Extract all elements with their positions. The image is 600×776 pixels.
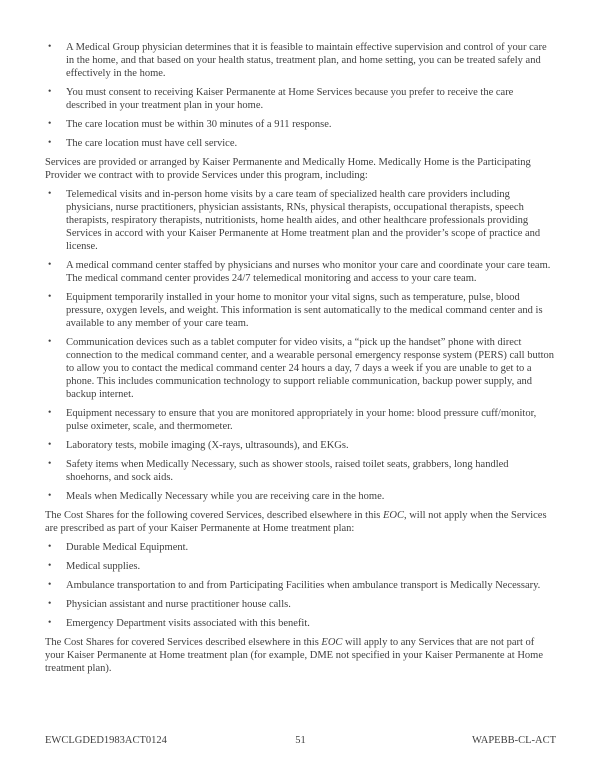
list-item [45,579,556,592]
eligibility-criteria-list [45,41,556,150]
bullet-icon: • [48,337,52,347]
list-item [45,541,556,554]
list-item [45,560,556,573]
services-provided-list [45,188,556,503]
list-item-text: Safety items when Medically Necessary, such as shower stools, raised toilet seats, grabbers, long handled shoehorns, and sock aids. [66,459,509,483]
list-item [45,336,556,401]
list-item [45,617,556,630]
bullet-icon: • [48,138,52,148]
list-item-text: Equipment necessary to ensure that you are monitored appropriately in your home: blood pressure cuff/monitor, pulse oximeter, scale, and thermometer. [66,408,537,432]
list-item-text: You must consent to receiving Kaiser Permanente at Home Services because you prefer to receive the care described in your treatment plan in your home. [66,87,514,111]
bullet-icon: • [48,459,52,469]
list-item-text: Meals when Medically Necessary while you are receiving care in the home. [66,491,385,502]
list-item-text: Ambulance transportation to and from Participating Facilities when ambulance transport is Medically Necessary. [66,580,541,591]
bullet-icon: • [48,491,52,501]
list-item [45,41,556,80]
list-item-text: Communication devices such as a tablet computer for video visits, a “pick up the handset” phone with direct connection to the medical command center, and a wearable personal emergency response system (PERS) call button to allow you to contact the medical command center 24 hours a day, 7 days a week if you are unable to get to a phone. This includes communication technology to support reliable communication, backup power supply, and backup internet. [66,337,555,400]
footer-page-number: 51 [295,735,306,746]
list-item [45,118,556,131]
list-item [45,188,556,253]
document-content [45,41,556,681]
bullet-icon: • [48,260,52,270]
paragraph-text: , will not apply when the Services are prescribed as part of your Kaiser Permanente at Home treatment plan: [45,510,547,534]
bullet-icon: • [48,599,52,609]
cost-shares-waived-paragraph [45,509,556,535]
footer-form-number: EWCLGDED1983ACT0124 [45,735,167,746]
list-item [45,407,556,433]
footer-plan-code: WAPEBB-CL-ACT [472,735,556,746]
list-item-text: Durable Medical Equipment. [66,542,189,553]
eoc-italic-term: EOC [382,510,404,521]
cost-shares-waived-list [45,541,556,630]
bullet-icon: • [48,440,52,450]
list-item [45,291,556,330]
paragraph-text: The Cost Shares for covered Services described elsewhere in this [45,637,322,648]
paragraph-text: Services are provided or arranged by Kaiser Permanente and Medically Home. Medically Home is the Participating Provider we contract with to provide Services under this program, including: [45,157,531,181]
list-item-text: Medical supplies. [66,561,141,572]
bullet-icon: • [48,119,52,129]
cost-shares-apply-paragraph [45,636,556,675]
list-item [45,490,556,503]
list-item-text: Equipment temporarily installed in your home to monitor your vital signs, such as temperature, pulse, blood pressure, oxygen levels, and weight. This information is sent automatically to the medical command center and is available to any member of your care team. [66,292,543,329]
list-item-text: Physician assistant and nurse practitioner house calls. [66,599,291,610]
list-item [45,137,556,150]
bullet-icon: • [48,561,52,571]
list-item [45,259,556,285]
bullet-icon: • [48,42,52,52]
bullet-icon: • [48,580,52,590]
list-item-text: The care location must have cell service. [66,138,238,149]
list-item-text: Laboratory tests, mobile imaging (X-rays, ultrasounds), and EKGs. [66,440,349,451]
list-item-text: The care location must be within 30 minutes of a 911 response. [66,119,332,130]
list-item [45,598,556,611]
bullet-icon: • [48,87,52,97]
bullet-icon: • [48,408,52,418]
list-item-text: A Medical Group physician determines that it is feasible to maintain effective supervision and control of your care in the home, and that based on your health status, treatment plan, and home setting, you can be treated safely and effectively in the home. [66,42,547,79]
bullet-icon: • [48,292,52,302]
list-item-text: A medical command center staffed by physicians and nurses who monitor your care and coordinate your care team. The medical command center provides 24/7 telemedical monitoring and access to your care team. [66,260,551,284]
paragraph-text: The Cost Shares for the following covered Services, described elsewhere in this [45,510,383,521]
eoc-italic-term: EOC [321,637,343,648]
services-intro-paragraph [45,156,556,182]
list-item [45,439,556,452]
list-item-text: Emergency Department visits associated with this benefit. [66,618,310,629]
list-item-text: Telemedical visits and in-person home visits by a care team of specialized health care providers including physicians, nurse practitioners, physician assistants, RNs, physical therapists, occupational therapists, speech therapists, respiratory therapists, nutritionists, home health aides, and other healthcare professionals providing Services in accord with your Kaiser Permanente at Home treatment plan and the provider’s scope of practice and license. [66,189,541,252]
list-item [45,458,556,484]
bullet-icon: • [48,618,52,628]
bullet-icon: • [48,542,52,552]
paragraph-text: will apply to any Services that are not part of your Kaiser Permanente at Home treatment plan (for example, DME not specified in your Kaiser Permanente at Home treatment plan). [45,637,543,674]
list-item [45,86,556,112]
page-footer [45,735,556,746]
bullet-icon: • [48,189,52,199]
